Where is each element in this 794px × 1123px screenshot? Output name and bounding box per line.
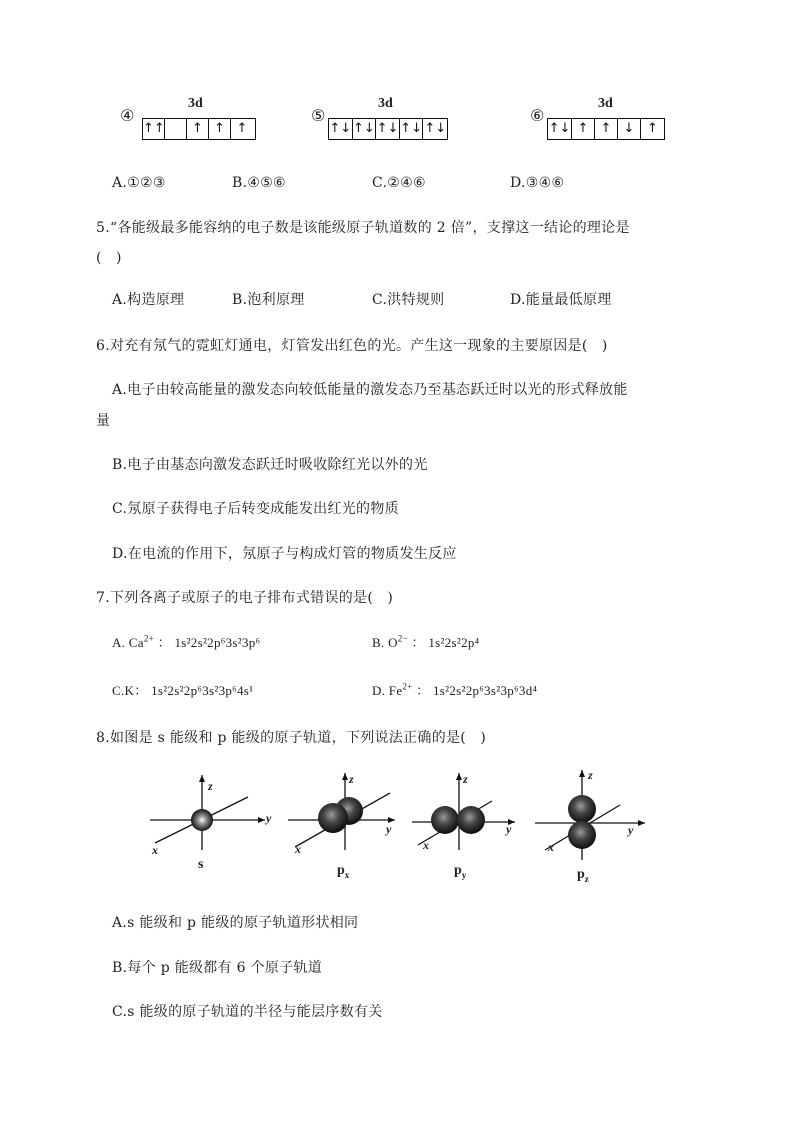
diagram-label: 3d — [378, 96, 393, 111]
axis-label-z: z — [463, 772, 468, 786]
diagram-label: 3d — [598, 96, 613, 111]
ion-label: B. O — [372, 635, 398, 650]
axis-label-z: z — [208, 779, 213, 793]
p-lobe — [568, 821, 596, 849]
orbital-cell: ↑ — [647, 121, 658, 136]
orbital-box-row — [142, 118, 256, 140]
ion-charge: 2− — [397, 633, 408, 644]
orbital-cell: ↑ — [236, 121, 248, 136]
orbital-cell — [165, 119, 187, 139]
question-stem: 7.下列各离子或原子的电子排布式错误的是( ) — [96, 590, 394, 606]
orbital-cell: ↑ — [595, 119, 618, 139]
axis-label-x: x — [152, 843, 158, 857]
diagram-number: ④ — [120, 106, 135, 125]
orbital-cell: ↑↓ — [400, 119, 424, 139]
answer-paren: ( ) — [96, 250, 122, 266]
orbital-cell: ↓ — [618, 119, 641, 139]
orbital-box-row — [547, 118, 665, 140]
axis-label-y: y — [628, 823, 634, 837]
orbital-cell: ↑↓ — [329, 119, 353, 139]
p-lobe — [431, 806, 459, 834]
orbital-cell: ↑↓ — [424, 121, 447, 136]
option-c[interactable]: C.②④⑥ — [372, 175, 426, 191]
option-d[interactable]: D. $Fe^{2+}$ ： 1s²2s²2p⁶3s²3p⁶3d⁴ — [372, 681, 538, 698]
ion-label: A. Ca — [112, 635, 144, 650]
ion-label: D. Fe — [372, 683, 403, 698]
option-b[interactable]: B.电子由基态向激发态跃迁时吸收除红光以外的光 — [112, 457, 428, 473]
option-a-continued: 量 — [96, 413, 111, 429]
question-stem: 6.对充有氖气的霓虹灯通电，灯管发出红色的光。产生这一现象的主要原因是( ) — [96, 338, 608, 354]
option-b[interactable]: B. $O^{2-}$ ： 1s²2s²2p⁴ — [372, 633, 480, 650]
p-lobe — [568, 795, 596, 823]
option-d[interactable]: D.③④⑥ — [510, 175, 565, 191]
option-a[interactable]: A.s 能级和 p 能级的原子轨道形状相同 — [112, 915, 359, 931]
option-b[interactable]: B.泡利原理 — [232, 292, 305, 308]
orbital-box-row — [328, 118, 448, 140]
question-stem: 8.如图是 s 能级和 p 能级的原子轨道，下列说法正确的是( ) — [96, 730, 487, 746]
electron-config: 1s²2s²2p⁶3s²3p⁶ — [174, 635, 261, 650]
option-c[interactable] — [112, 680, 253, 699]
option-a[interactable]: A.构造原理 — [112, 292, 185, 308]
option-c[interactable]: C.氖原子获得电子后转变成能发出红光的物质 — [112, 501, 399, 517]
ion-label: C.K： — [112, 683, 148, 698]
axis-label-x: x — [548, 840, 554, 854]
option-d[interactable]: D.能量最低原理 — [510, 292, 612, 308]
option-c[interactable]: C.洪特规则 — [372, 292, 445, 308]
px-orbital — [288, 773, 395, 850]
diagram-label: 3d — [188, 96, 203, 111]
orbital-label-px: $p_x$ — [337, 863, 350, 880]
option-a[interactable]: A.①②③ — [112, 175, 166, 191]
electron-config: 1s²2s²2p⁶3s²3p⁶4s¹ — [151, 683, 254, 698]
option-b[interactable]: B.每个 p 能级都有 6 个原子轨道 — [112, 960, 323, 976]
axis-label-x: x — [295, 842, 301, 856]
axis-label-y: y — [266, 811, 272, 825]
axis-label-y: y — [386, 822, 392, 836]
p-lobe — [318, 803, 348, 833]
axis-label-x: x — [423, 838, 429, 852]
option-a[interactable]: A. $Ca^{2+}$ ： 1s²2s²2p⁶3s²3p⁶ — [112, 633, 261, 650]
electron-config: 1s²2s²2p⁶3s²3p⁶3d⁴ — [432, 683, 538, 698]
orbital-cell: ↑ — [209, 119, 231, 139]
orbital-cell: ↑↓ — [376, 119, 400, 139]
question-stem: 5.“各能级最多能容纳的电子数是该能级原子轨道数的 2 倍”，支撑这一结论的理论是 — [96, 220, 630, 236]
option-c[interactable]: C.s 能级的原子轨道的半径与能层序数有关 — [112, 1004, 383, 1020]
diagram-number: ⑤ — [311, 106, 326, 125]
s-orbital-sphere — [191, 809, 213, 831]
orbital-label-s: s — [198, 857, 204, 872]
option-b[interactable]: B.④⑤⑥ — [232, 175, 286, 191]
orbital-label-py: $p_y$ — [454, 863, 467, 880]
axis-label-z: z — [349, 772, 354, 786]
electron-config: 1s²2s²2p⁴ — [428, 635, 480, 650]
diagram-number: ⑥ — [530, 106, 545, 125]
orbital-label-pz: $p_z$ — [577, 867, 589, 884]
axis-label-y: y — [506, 822, 512, 836]
ion-charge: 2+ — [402, 681, 413, 692]
option-d[interactable]: D.在电流的作用下，氖原子与构成灯管的物质发生反应 — [112, 546, 457, 562]
orbital-cell: ↑↑ — [143, 119, 165, 139]
orbital-cell: ↑ — [187, 119, 209, 139]
orbital-cell: ↑↓ — [353, 119, 377, 139]
orbital-cell: ↑ — [572, 119, 595, 139]
orbital-cell: ↑↓ — [548, 119, 572, 139]
axis-label-z: z — [588, 768, 593, 782]
option-a[interactable]: A.电子由较高能量的激发态向较低能量的激发态乃至基态跃迁时以光的形式释放能 — [112, 382, 628, 398]
ion-charge: 2+ — [143, 633, 155, 644]
p-lobe — [457, 806, 485, 834]
